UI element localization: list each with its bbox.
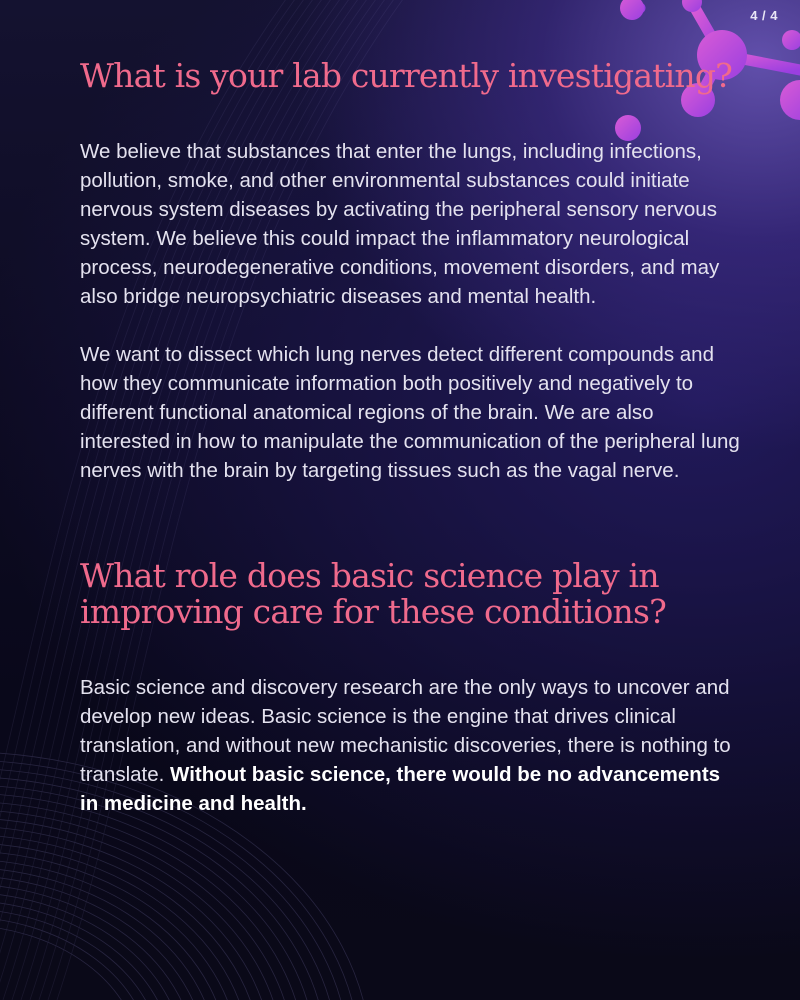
wave-line (0, 826, 272, 1000)
wave-line (0, 917, 151, 1000)
article-content (80, 58, 740, 818)
section-1-heading: What is your lab currently investigating? (80, 56, 733, 95)
wave-line (0, 925, 140, 1000)
wave-line (0, 909, 162, 1000)
wave-line (0, 859, 228, 1000)
section-2-answer-text: Basic science and discovery research are the only ways to uncover and develop new ideas. Basic science is the engine that drives clinical translation, and without new mechanistic discoveries, there is nothing to translate. (80, 676, 731, 786)
wave-line (0, 867, 217, 1000)
wave-line (0, 818, 283, 1000)
section-1-paragraph-2: We want to dissect which lung nerves detect different compounds and how they communicate information both positively and negatively to different functional anatomical regions of the brain. We are also interested in how to manipulate the communication of the peripheral lung nerves with the brain by targeting tissues such as the vagal nerve. (80, 343, 740, 482)
wave-line (0, 810, 294, 1000)
wave-line (0, 834, 261, 1000)
section-2-paragraph (80, 673, 740, 818)
wave-line (0, 876, 206, 1000)
section-1-paragraph-1: We believe that substances that enter the lungs, including infections, pollution, smoke, and other environmental substances could initiate nervous system diseases by activating the peripheral sensory nervous system. We believe this could impact the inflammatory neurological process, neurodegenerative conditions, movement disorders, and may also bridge neuropsychiatric diseases and mental health. (80, 140, 720, 308)
wave-line (0, 843, 250, 1000)
wave-line (0, 884, 195, 1000)
wave-line (0, 900, 173, 1000)
wave-line (0, 801, 305, 1000)
wave-line (0, 851, 239, 1000)
section-2-heading: What role does basic science play in improving care for these conditions? (80, 556, 667, 631)
section-2-answer-emphasis: Without basic science, there would be no advancements in medicine and health. (80, 763, 721, 815)
wave-line (0, 793, 316, 1000)
wave-line (0, 892, 184, 1000)
page-counter: 4 / 4 (750, 8, 778, 23)
